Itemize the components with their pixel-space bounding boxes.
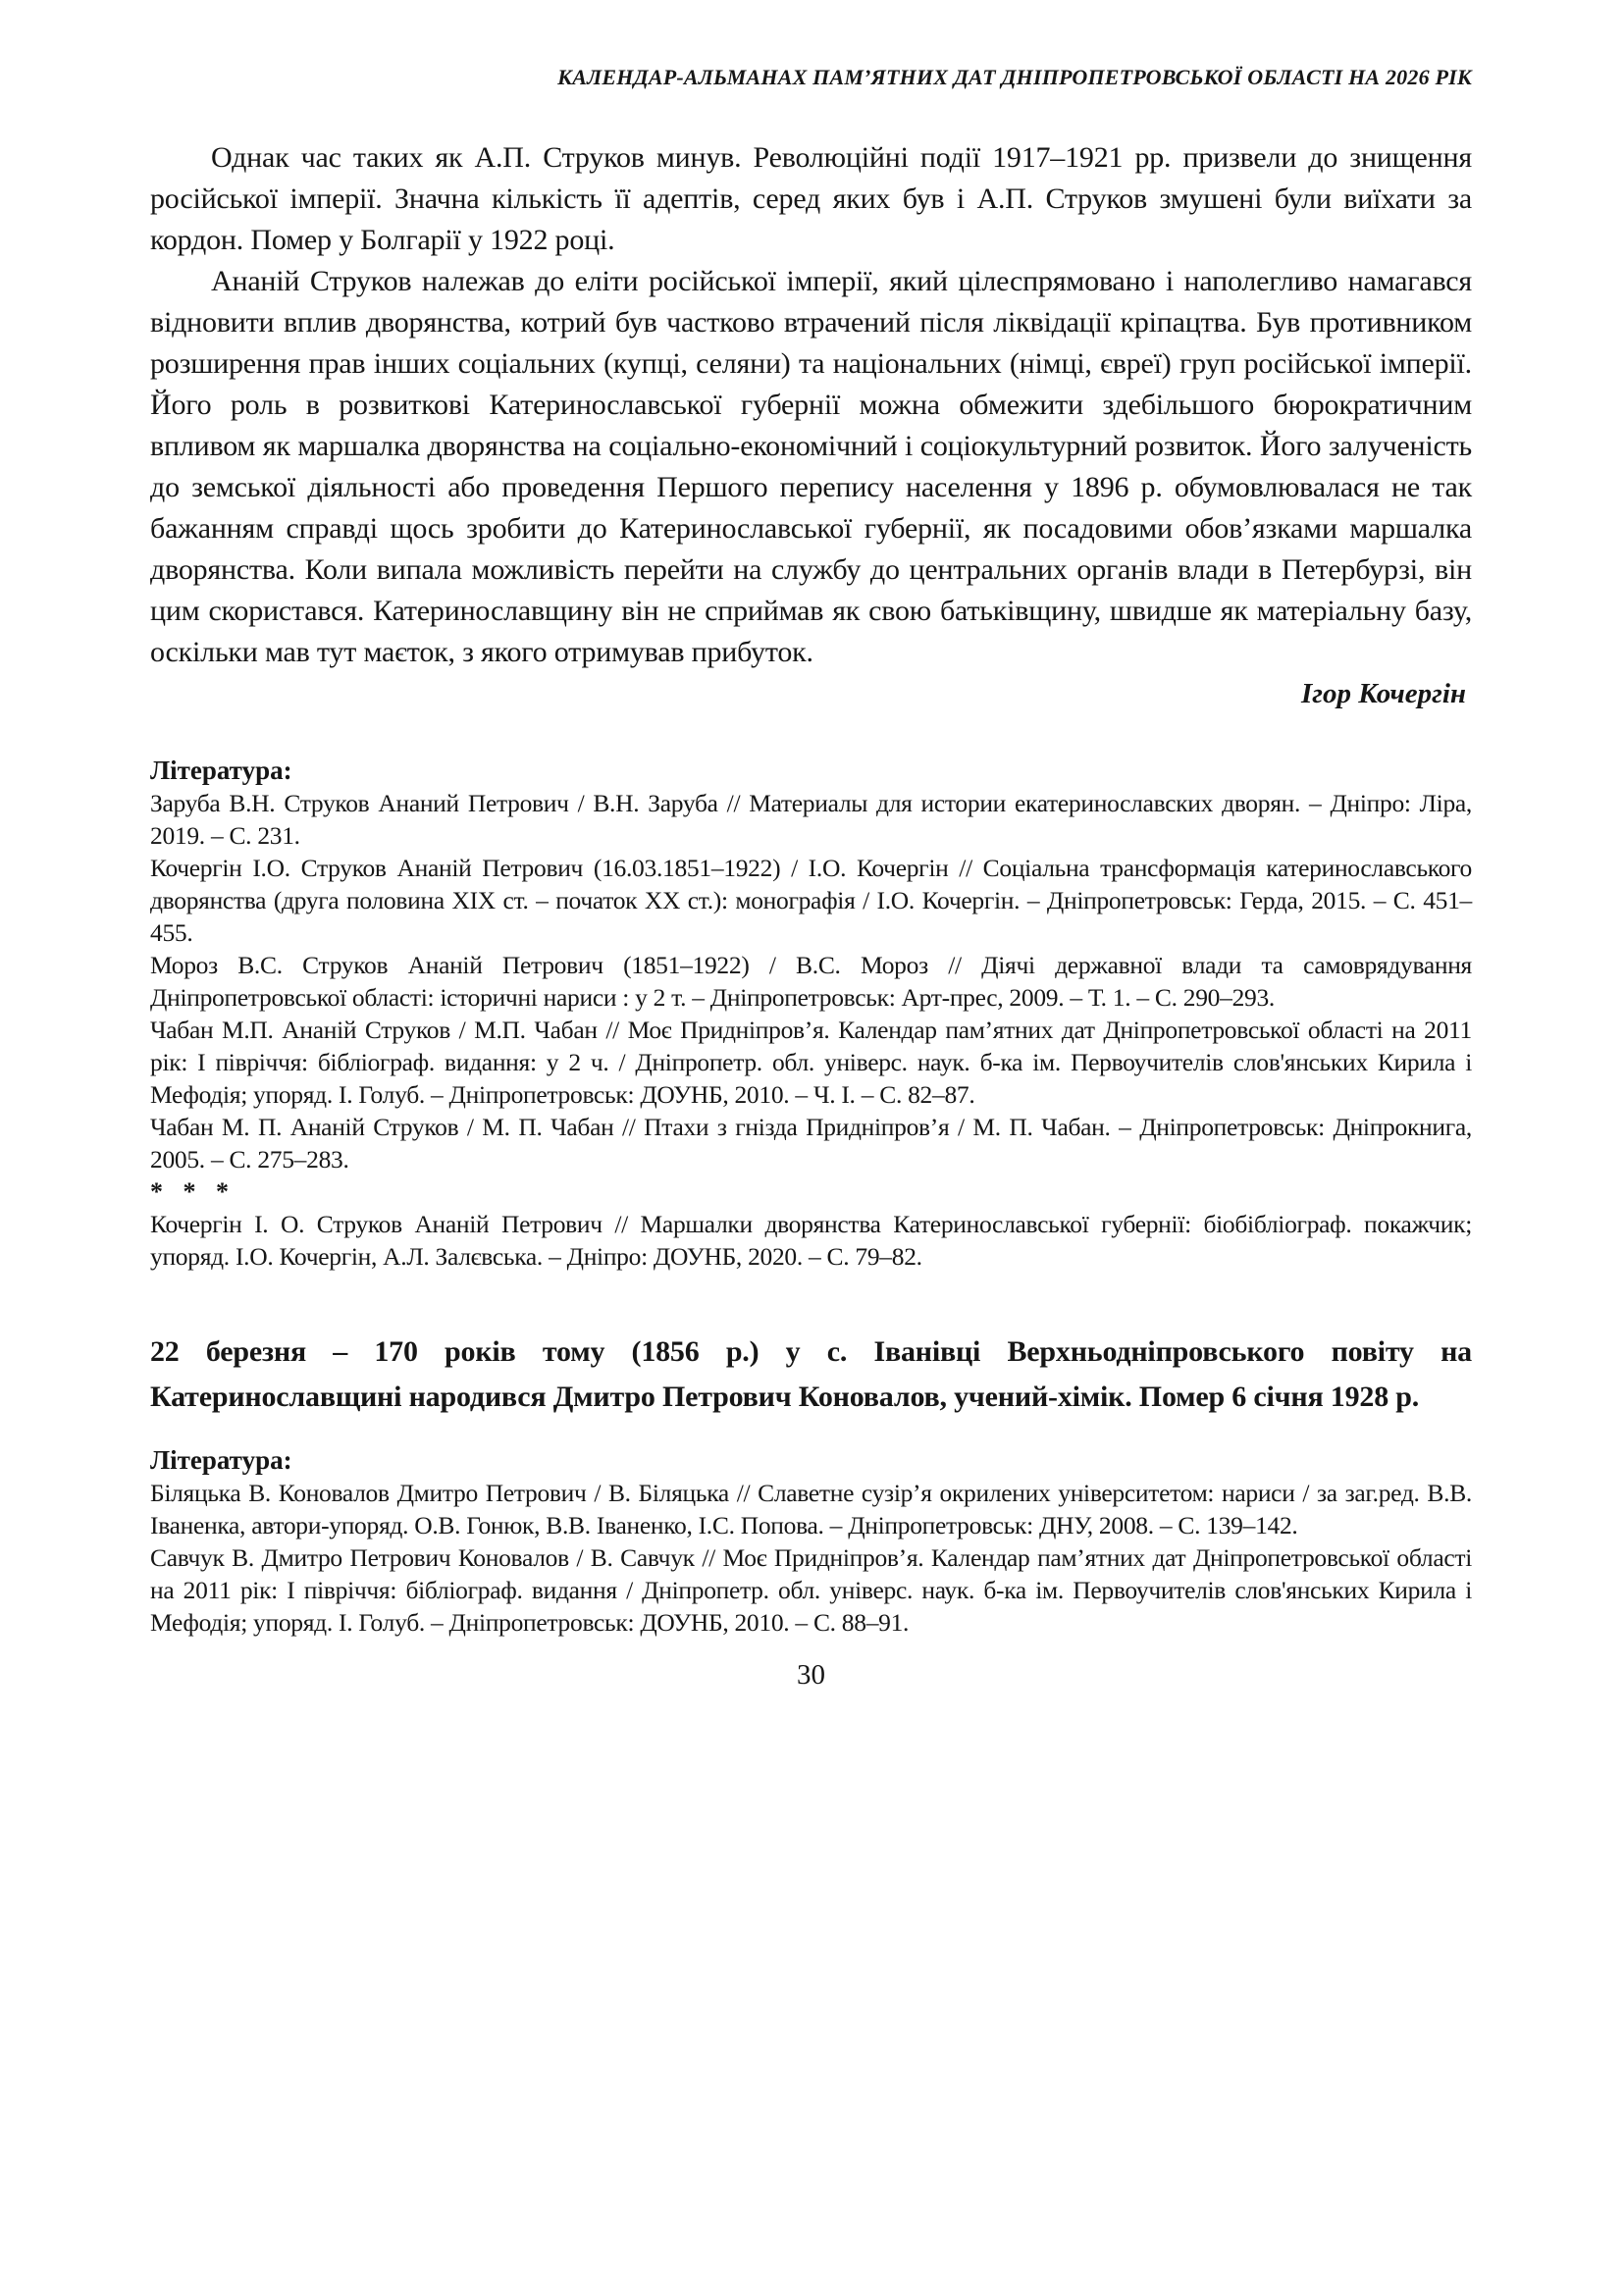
asterisk-separator: * * * xyxy=(150,1177,236,1206)
strukov-article-body xyxy=(150,137,1472,673)
konovalov-event-heading: 22 березня – 170 років тому (1856 р.) у с. Іванівці Верхньодніпровського повіту на Катеринославщині народився Дмитро Петрович Коновалов, учений-хімік. Помер 6 січня 1928 р. xyxy=(150,1335,1472,1413)
reference-item: Біляцька В. Коновалов Дмитро Петрович / В. Біляцька // Славетне сузір’я окрилених університетом: нариси / за заг.ред. В.В. Іваненка, автори-упоряд. О.В. Гонюк, В.В. Іваненко, І.С. Попова. – Дніпропетровськ: ДНУ, 2008. – С. 139–142. xyxy=(150,1479,1472,1539)
strukov-paragraph-1: Однак час таких як А.П. Струков минув. Революційні події 1917–1921 рр. призвели до знищення російської імперії. Значна кількість її адептів, серед яких був і А.П. Струков змушені були виїхати за кордон. Помер у Болгарії у 1922 році. xyxy=(150,141,1472,256)
reference-item: Чабан М. П. Ананій Струков / М. П. Чабан // Птахи з гнізда Придніпров’я / М. П. Чабан. – Дніпропетровськ: Дніпрокнига, 2005. – С. 275–283. xyxy=(150,1113,1472,1174)
reference-item: Кочергін І.О. Струков Ананій Петрович (16.03.1851–1922) / І.О. Кочергін // Соціальна трансформація катеринославського дворянства (друга половина XIX ст. – початок XX ст.): монографія / І.О. Кочергін. – Дніпропетровськ: Герда, 2015. – С. 451–455. xyxy=(150,854,1472,947)
reference-item: Чабан М.П. Ананій Струков / М.П. Чабан // Моє Придніпров’я. Календар пам’ятних дат Дніпропетровської області на 2011 рік: І півріччя: бібліограф. видання: у 2 ч. / Дніпропетр. обл. універс. наук. б-ка ім. Первоучителів слов'янських Кирила і Мефодія; упоряд. І. Голуб. – Дніпропетровськ: ДОУНБ, 2010. – Ч. І. – С. 82–87. xyxy=(150,1016,1472,1109)
page-number: 30 xyxy=(797,1659,825,1691)
literature-label-strukov: Література: xyxy=(150,756,292,785)
author-signature: Ігор Кочергін xyxy=(1300,678,1466,709)
konovalov-reference-list xyxy=(150,1477,1472,1639)
literature-label-konovalov: Література: xyxy=(150,1445,292,1475)
running-header: КАЛЕНДАР-АЛЬМАНАХ ПАМ’ЯТНИХ ДАТ ДНІПРОПЕТРОВСЬКОЇ ОБЛАСТІ НА 2026 РІК xyxy=(557,65,1472,89)
reference-item: Кочергін І. О. Струков Ананій Петрович // Маршалки дворянства Катеринославської губернії: біобібліограф. покажчик; упоряд. І.О. Кочергін, А.Л. Залєвська. – Дніпро: ДОУНБ, 2020. – С. 79–82. xyxy=(150,1210,1472,1271)
reference-item: Савчук В. Дмитро Петрович Коновалов / В. Савчук // Моє Придніпров’я. Календар пам’ятних дат Дніпропетровської області на 2011 рік: І півріччя: бібліограф. видання / Дніпропетр. обл. універс. наук. б-ка ім. Первоучителів слов'янських Кирила і Мефодія; упоряд. І. Голуб. – Дніпропетровськ: ДОУНБ, 2010. – С. 88–91. xyxy=(150,1543,1472,1637)
strukov-additional-reference-list xyxy=(150,1208,1472,1273)
strukov-reference-list xyxy=(150,787,1472,1175)
reference-item: Заруба В.Н. Струков Ананий Петрович / В.Н. Заруба // Материалы для истории екатеринославских дворян. – Дніпро: Ліра, 2019. – С. 231. xyxy=(150,789,1472,850)
strukov-paragraph-2: Ананій Струков належав до еліти російської імперії, який цілеспрямовано і наполегливо намагався відновити вплив дворянства, котрий був частково втрачений після ліквідації кріпацтва. Був противником розширення прав інших соціальних (купці, селяни) та національних (німці, євреї) груп російської імперії. Його роль в розвиткові Катеринославської губернії можна обмежити здебільшого бюрократичним впливом як маршалка дворянства на соціально-економічний і соціокультурний розвиток. Його залученість до земської діяльності або проведення Першого перепису населення у 1896 р. обумовлювалася не так бажанням справді щось зробити до Катеринославської губернії, як посадовими обов’язками маршалка дворянства. Коли випала можливість перейти на службу до центральних органів влади в Петербурзі, він цим скористався. Катеринославщину він не сприймав як свою батьківщину, швидше як матеріальну базу, оскільки мав тут маєток, з якого отримував прибуток. xyxy=(150,265,1472,668)
reference-item: Мороз В.С. Струков Ананій Петрович (1851–1922) / В.С. Мороз // Діячі державної влади та самоврядування Дніпропетровської області: історичні нариси : у 2 т. – Дніпропетровськ: Арт-прес, 2009. – Т. 1. – С. 290–293. xyxy=(150,951,1472,1012)
